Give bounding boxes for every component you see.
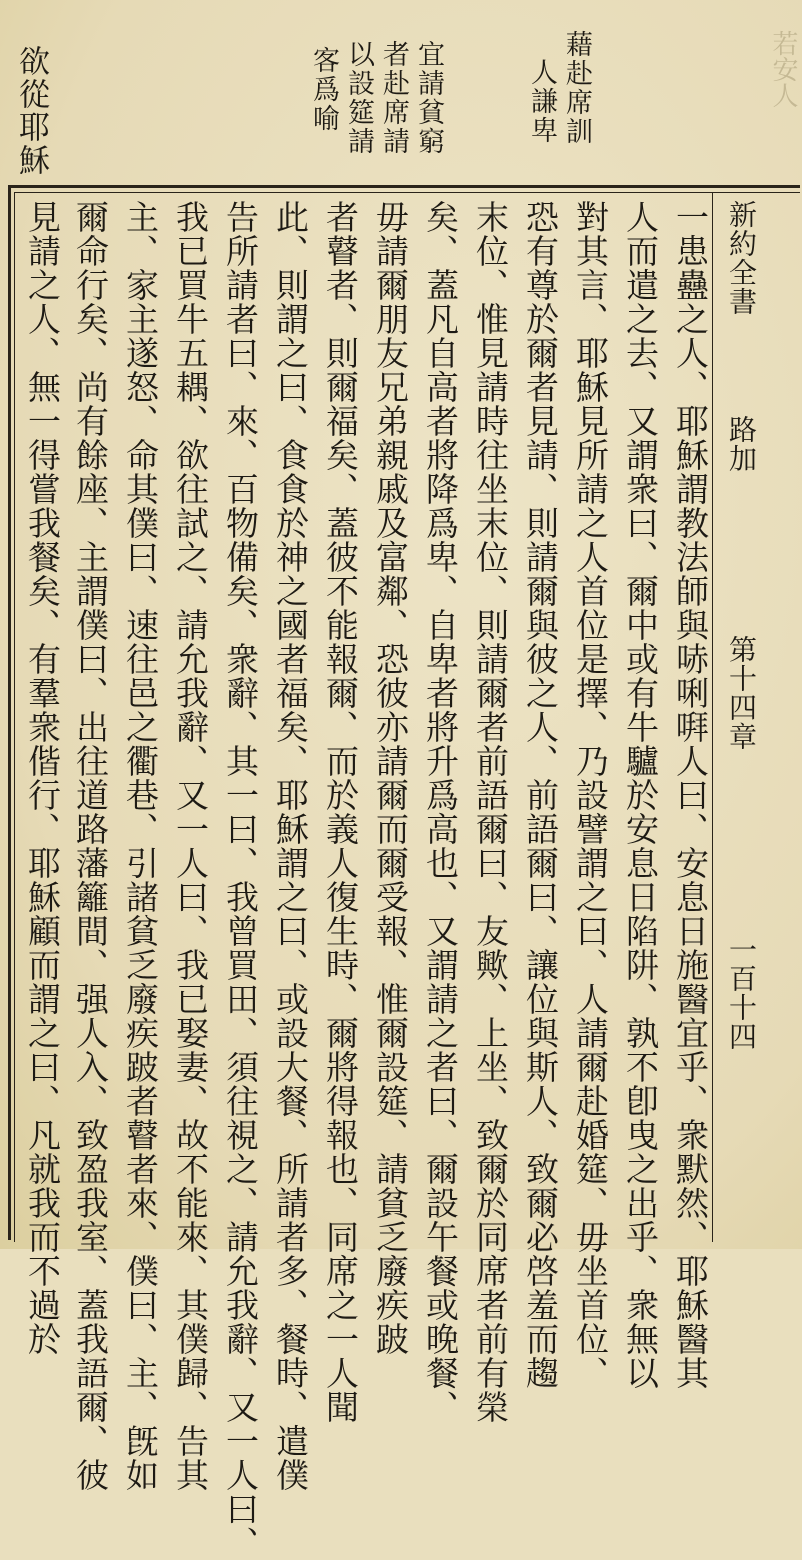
chapter-label: 第十四章 [725, 635, 758, 751]
body-column-6: 矣、蓋凡自高者將降爲卑、自卑者將升爲高也、又謂請之者曰、爾設午餐或晚餐、 [421, 200, 460, 1424]
body-column-9: 此、則謂之曰、食食於神之國者福矣、耶穌謂之曰、或設大餐、所請者多、餐時、遣僕 [271, 200, 310, 1492]
margin-left-text: 欲從耶穌 [13, 45, 49, 177]
body-column-10: 告所請者曰、來、百物備矣、衆辭、其一曰、我曾買田、須往視之、請允我辭、又一人曰、 [221, 200, 260, 1560]
header-rule [712, 192, 713, 1242]
body-column-1: 一患蠱之人、耶穌謂教法師與哧唎㗑人曰、安息日施醫宜乎、衆默然、耶穌醫其 [671, 200, 710, 1390]
body-column-13: 爾命行矣、尚有餘座、主謂僕曰、出往道路藩籬間、强人入、致盈我室、蓋我語爾、彼 [71, 200, 110, 1492]
margin-note-2: 人謙卑 [526, 58, 557, 145]
body-column-2: 人而遣之去、又謂衆曰、爾中或有牛驢於安息日陷阱、孰不卽曳之出乎、衆無以 [621, 200, 660, 1390]
margin-note-3: 宜請貧窮 [413, 40, 444, 156]
gospel-name: 路加 [725, 415, 758, 473]
book-title: 新約全書 [725, 200, 758, 316]
body-column-4: 恐有尊於爾者見請、則請爾與彼之人、前語爾曰、讓位與斯人、致爾必啓羞而趨 [521, 200, 560, 1390]
margin-note-6: 客爲喻 [308, 46, 339, 133]
margin-note-4: 者赴席請 [378, 40, 409, 156]
margin-note-1: 藉赴席訓 [561, 30, 592, 146]
body-column-11: 我已買牛五耦、欲往試之、請允我辭、又一人曰、我已娶妻、故不能來、其僕歸、告其 [171, 200, 210, 1492]
body-column-12: 主、家主遂怒、命其僕曰、速往邑之衢巷、引諸貧乏廢疾跛者瞽者來、僕曰、主、旣如 [121, 200, 160, 1492]
page-number: 一百十四 [725, 935, 758, 1051]
body-column-3: 對其言、耶穌見所請之人首位是擇、乃設譬謂之曰、人請爾赴婚筵、毋坐首位、 [571, 200, 610, 1390]
body-column-14: 見請之人、無一得嘗我餐矣、有羣衆偕行、耶穌顧而謂之曰、凡就我而不過於 [23, 200, 62, 1356]
bleed-through-text: 若安人 [768, 30, 798, 108]
body-column-5: 末位、惟見請時往坐末位、則請爾者前語爾曰、友歟、上坐、致爾於同席者前有榮 [471, 200, 510, 1424]
body-column-7: 毋請爾朋友兄弟親戚及富鄰、恐彼亦請爾而爾受報、惟爾設筵、請貧乏廢疾跛 [371, 200, 410, 1356]
margin-note-5: 以設筵請 [343, 40, 374, 156]
body-column-8: 者瞽者、則爾福矣、蓋彼不能報爾、而於義人復生時、爾將得報也、同席之一人聞 [321, 200, 360, 1424]
